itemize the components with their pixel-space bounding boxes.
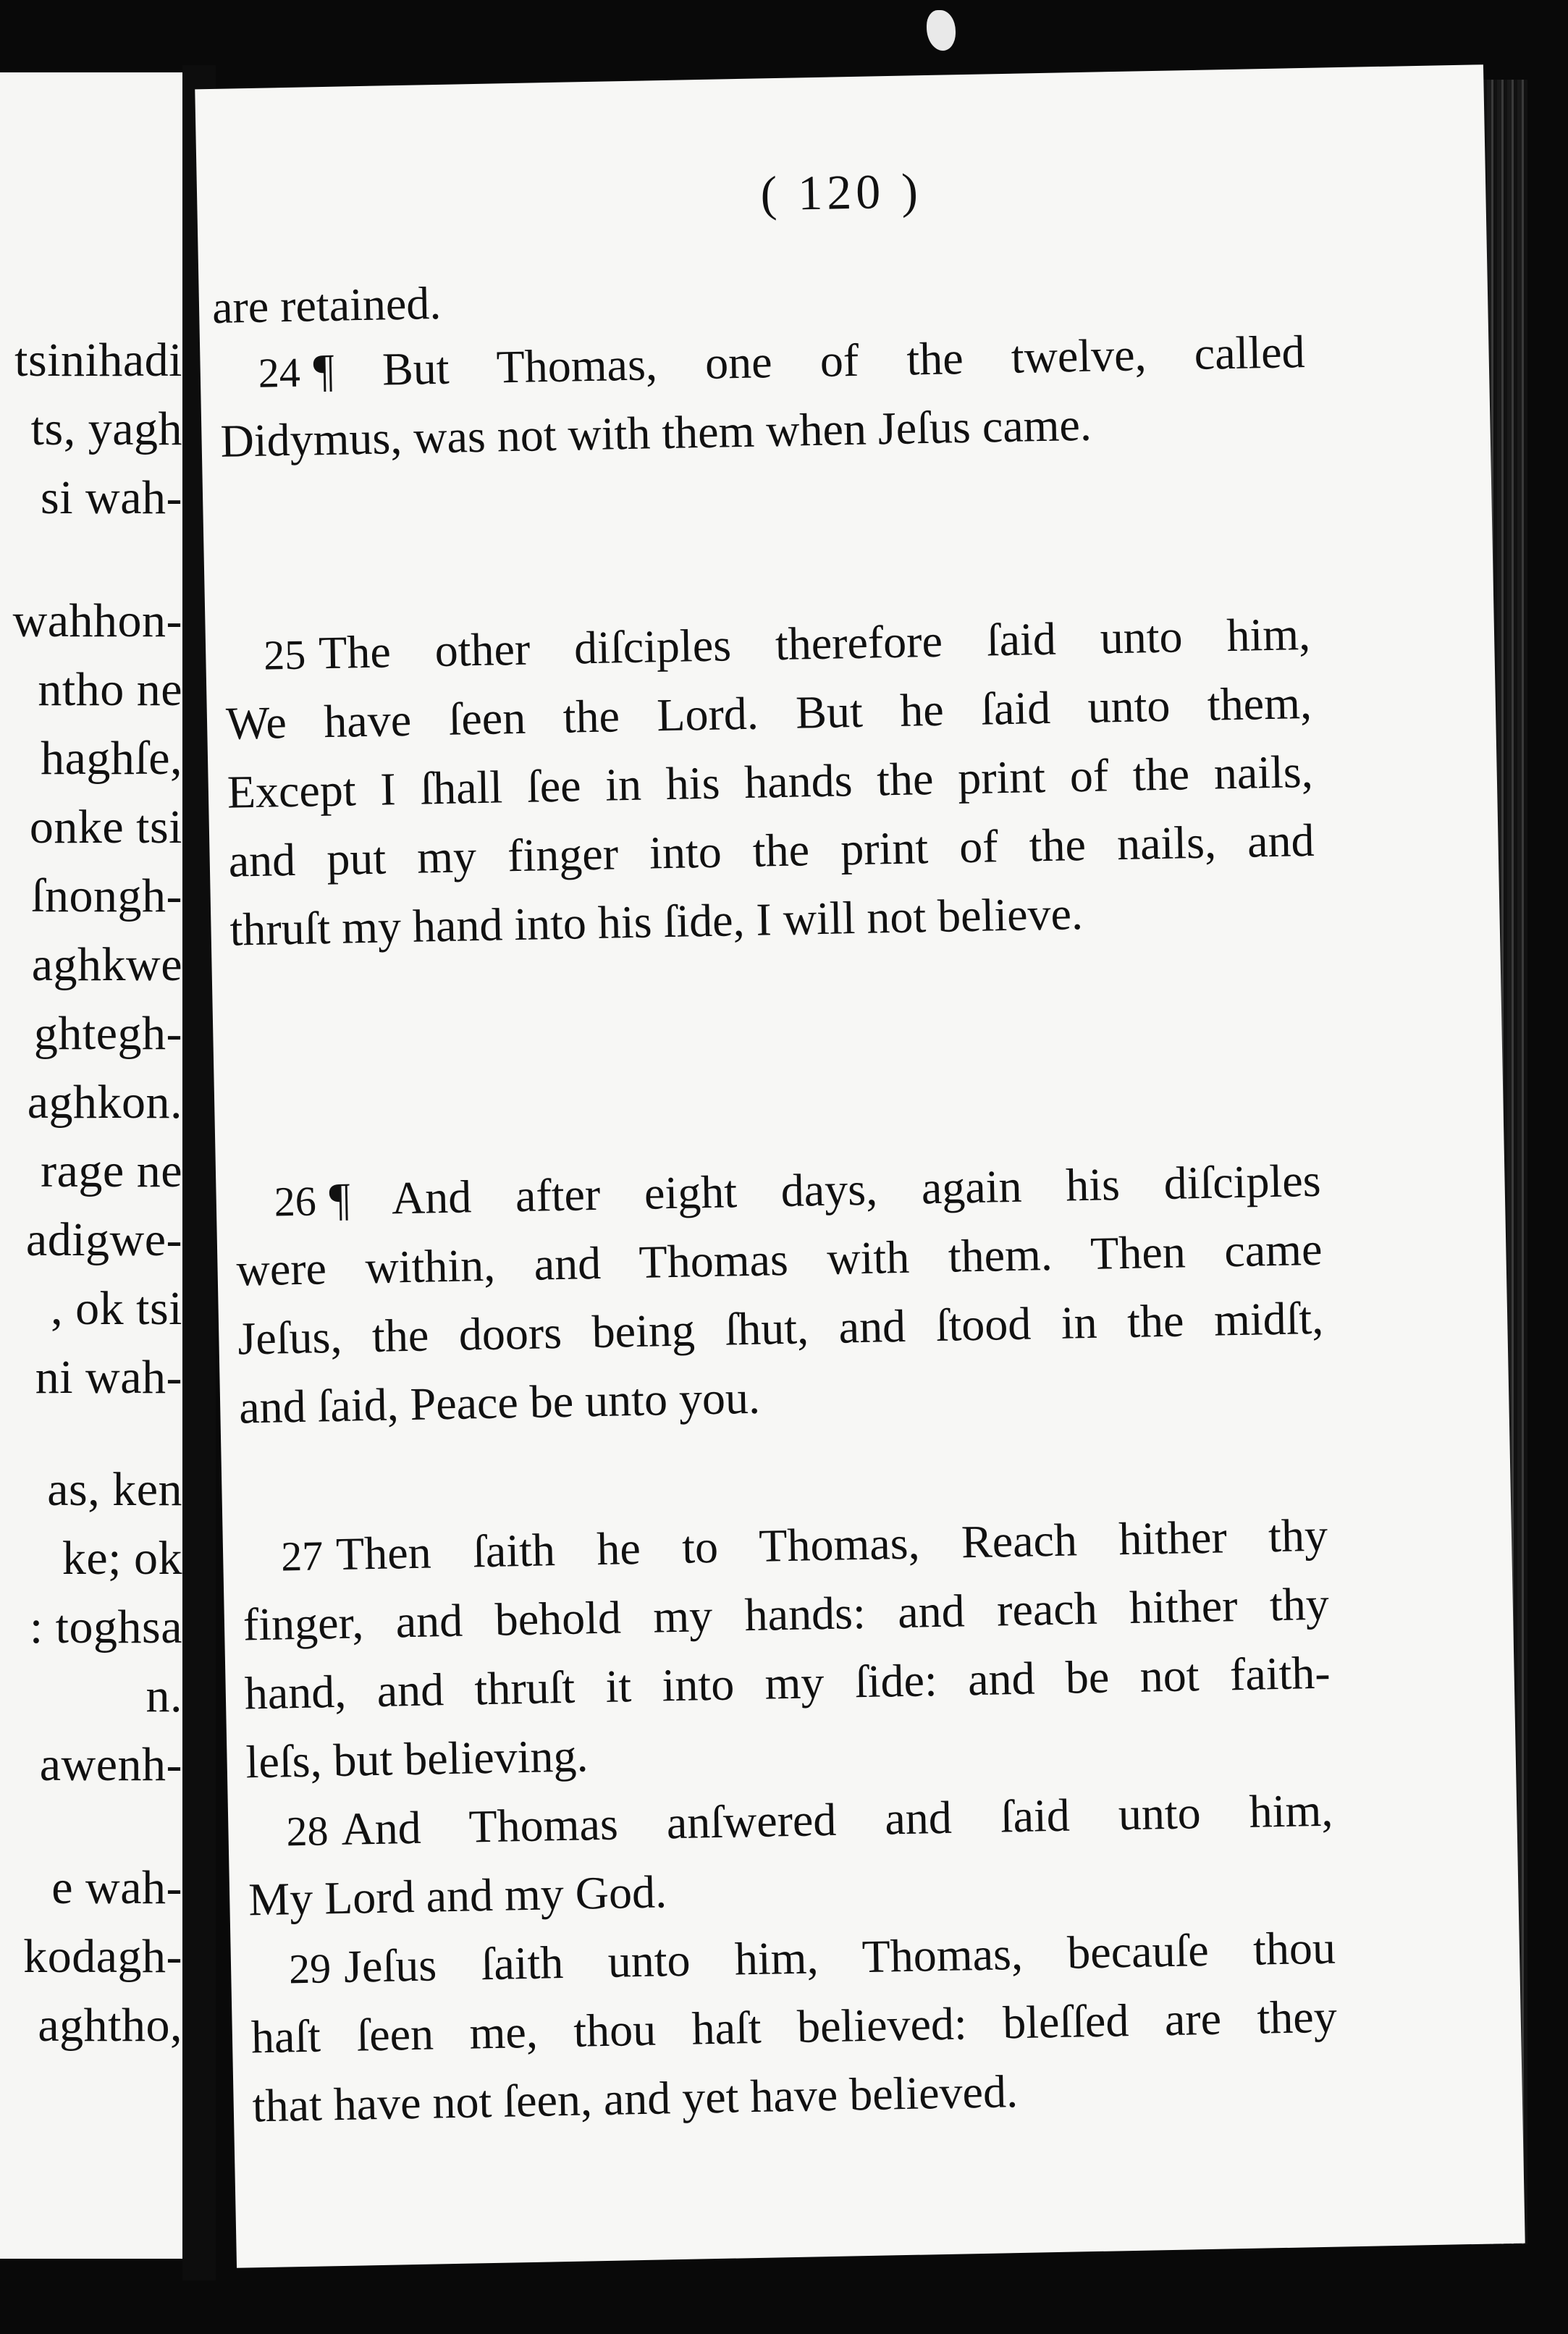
left-page-line: tsinihadi: [14, 334, 182, 387]
left-page-line: e wah-: [51, 1861, 182, 1914]
left-page-line: rage ne: [41, 1145, 182, 1197]
verse-number: 25: [263, 631, 306, 679]
left-page-line: ni wah-: [35, 1351, 182, 1404]
verse-line: [288, 1921, 1336, 1995]
verse-text: Jeſus ſaith unto him, Thomas, becauſe thou: [343, 1921, 1336, 1992]
verse-number: 26: [274, 1177, 317, 1226]
verse-line: We have ſeen the Lord. But he ſaid unto them,: [225, 676, 1312, 749]
verse-line: [264, 607, 1311, 681]
left-page-line: aghkon.: [27, 1076, 182, 1129]
verse-text: The other diſciples therefore ſaid unto him,: [318, 607, 1311, 679]
left-page-line: ts, yagh: [30, 403, 182, 455]
verse-line: leſs, but believing.: [245, 1730, 589, 1788]
page-number: ( 120 ): [759, 163, 923, 222]
verse-line: and put my finger into the print of the nails, and: [228, 814, 1315, 887]
ink-blot: [927, 10, 956, 51]
left-page-line: n.: [146, 1669, 182, 1722]
left-page-line: ntho ne: [38, 663, 182, 716]
left-page-line: ke; ok: [62, 1532, 182, 1585]
verse-line: finger, and behold my hands: and reach hither thy: [243, 1577, 1330, 1651]
left-page-line: aghkwe: [31, 938, 182, 991]
left-page-line: adigwe-: [25, 1213, 182, 1266]
verse-line: are retained.: [211, 277, 442, 333]
verse-line: and ſaid, Peace be unto you.: [238, 1371, 761, 1433]
verse-line: [258, 325, 1305, 399]
verse-line: My Lord and my God.: [248, 1866, 667, 1926]
left-page-line: : toghsa: [29, 1601, 182, 1653]
left-page-line: as, ken: [47, 1463, 182, 1516]
verse-text: Then ſaith he to Thomas, Reach hither thy: [335, 1509, 1328, 1580]
left-page-line: wahhon-: [12, 594, 182, 647]
left-page-line: ſnongh-: [31, 869, 182, 922]
left-page-line: haghſe,: [41, 732, 182, 785]
verse-line: Didymus, was not with them when Jeſus came.: [219, 398, 1092, 467]
verse-line: Except I ſhall ſee in his hands the print of the nails,: [227, 745, 1314, 818]
verse-line: hand, and thruſt it into my ſide: and be not faith-: [244, 1646, 1331, 1719]
verse-number: 29: [288, 1945, 332, 1993]
verse-line: [286, 1784, 1333, 1858]
verse-text: ¶ And after eight days, again his diſciples: [329, 1154, 1322, 1226]
verse-line: [280, 1509, 1328, 1583]
left-page-line: kodagh-: [23, 1930, 182, 1983]
verse-line: Jeſus, the doors being ſhut, and ſtood in the midſt,: [237, 1292, 1324, 1365]
verse-number: 24: [258, 348, 301, 397]
verse-line: haſt ſeen me, thou haſt believed: bleſſed are they: [250, 1990, 1338, 2063]
right-page: [195, 64, 1525, 2268]
verse-line: thruſt my hand into his ſide, I will not believe.: [229, 888, 1084, 956]
left-page-line: ghtegh-: [33, 1007, 182, 1060]
verse-number: 27: [280, 1532, 324, 1580]
verse-line: were within, and Thomas with them. Then came: [235, 1223, 1323, 1296]
verse-text: ¶ But Thomas, one of the twelve, called: [313, 326, 1306, 397]
left-page-line: si wah-: [41, 471, 182, 524]
left-page-line: onke tsi: [29, 801, 182, 854]
verse-text: And Thomas anſwered and ſaid unto him,: [340, 1784, 1333, 1855]
verse-line: that have not ſeen, and yet have believed.: [252, 2065, 1019, 2132]
verse-number: 28: [285, 1807, 329, 1855]
left-page-line: aghtho,: [38, 1999, 182, 2052]
verse-line: [274, 1154, 1321, 1228]
left-page-line: , ok tsi: [51, 1282, 182, 1335]
left-facing-page: [0, 72, 182, 2259]
left-page-line: awenh-: [39, 1738, 182, 1791]
